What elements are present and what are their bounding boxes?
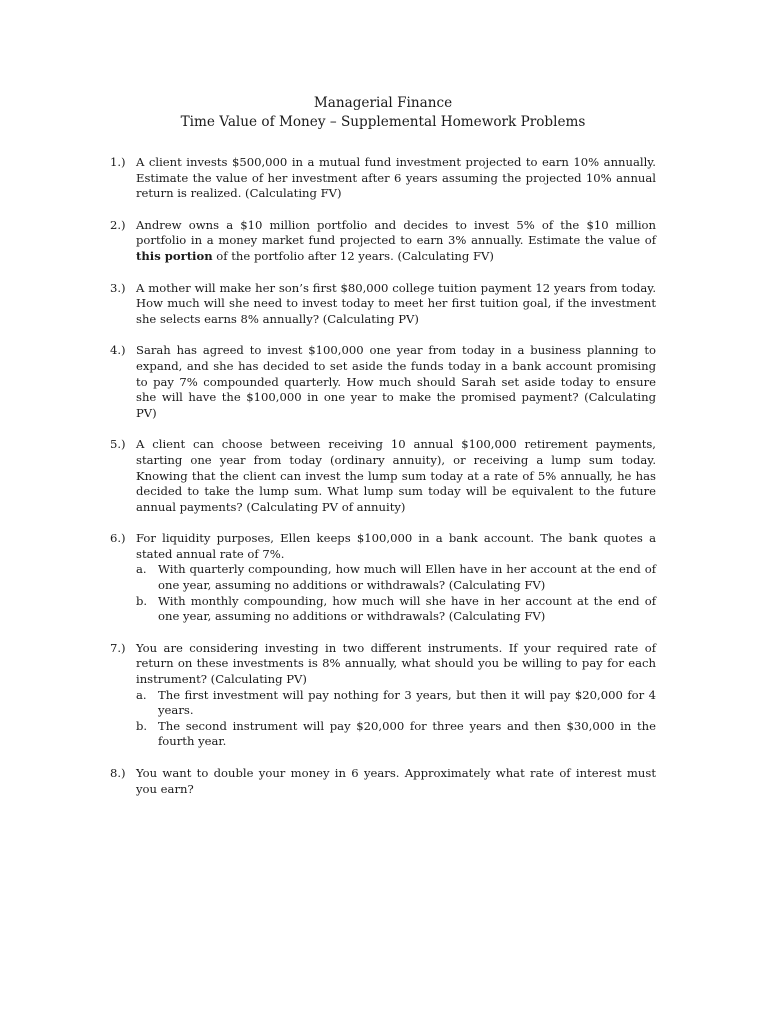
sub-question-letter: a. <box>136 562 147 577</box>
sub-question-list <box>136 688 656 750</box>
sub-question-text: With monthly compounding, how much will she have in her account at the end of one year, assuming no additions or withdrawals? (Calculating FV) <box>158 593 656 624</box>
sub-question-letter: b. <box>136 593 148 608</box>
problem-number: 6.) <box>110 531 126 546</box>
problem-number: 2.) <box>110 217 126 232</box>
problem-text: A client invests $500,000 in a mutual fund investment projected to earn 10% annually. Estimate the value of her investment after 6 years assuming the projected 10% annual return is realized. (Calculating FV) <box>136 155 656 201</box>
problem-text: You want to double your money in 6 years. Approximately what rate of interest must you earn? <box>136 766 656 796</box>
problem-text: A mother will make her son’s first $80,000 college tuition payment 12 years from today. How much will she need to invest today to meet her first tuition goal, if the investment she selects earns 8% annually? (Calculating PV) <box>136 280 656 326</box>
document-title: Time Value of Money – Supplemental Homework Problems <box>180 114 586 130</box>
problem-7 <box>110 641 656 750</box>
problem-6 <box>110 531 656 625</box>
emphasis-text: this portion <box>136 248 213 263</box>
problem-3 <box>110 281 656 328</box>
problem-text: You are considering investing in two different instruments. If your required rate of return on these investments is 8% annually, what should you be willing to pay for each instrument? (Calculating PV) <box>136 640 656 687</box>
sub-question-letter: b. <box>136 718 148 733</box>
problem-text-part: Andrew owns a $10 million portfolio and decides to invest 5% of the $10 million portfolio in a money market fund projected to earn 3% annually. Estimate the value of <box>136 217 656 248</box>
problem-number: 7.) <box>110 640 126 655</box>
course-title: Managerial Finance <box>313 95 453 111</box>
sub-question-b <box>136 719 656 750</box>
problem-number: 8.) <box>110 766 126 780</box>
sub-question-list <box>136 562 656 624</box>
sub-question-letter: a. <box>136 687 147 702</box>
sub-question-b <box>136 594 656 625</box>
problem-text <box>136 218 656 265</box>
sub-question-text: The first investment will pay nothing for 3 years, but then it will pay $20,000 for 4 years. <box>158 687 656 718</box>
problem-4 <box>110 343 656 421</box>
problem-2 <box>110 218 656 265</box>
problem-number: 5.) <box>110 437 126 452</box>
problem-number: 3.) <box>110 280 126 295</box>
problem-text: Sarah has agreed to invest $100,000 one year from today in a business planning to expand, and she has decided to set aside the funds today in a bank account promising to pay 7% compounded quarterly. How much should Sarah set aside today to ensure she will have the $100,000 in one year to make the promised payment? (Calculating PV) <box>136 343 656 420</box>
problem-number: 4.) <box>110 343 126 358</box>
sub-question-a <box>136 688 656 719</box>
problem-5 <box>110 437 656 515</box>
problem-text: For liquidity purposes, Ellen keeps $100,000 in a bank account. The bank quotes a stated annual rate of 7%. <box>136 531 656 561</box>
document-header <box>110 94 656 132</box>
problem-number: 1.) <box>110 155 126 169</box>
problem-text-part: of the portfolio after 12 years. (Calculating FV) <box>212 248 494 263</box>
problem-body <box>136 531 656 625</box>
sub-question-text: The second instrument will pay $20,000 for three years and then $30,000 in the fourth year. <box>158 718 656 749</box>
problem-8 <box>110 766 656 797</box>
problem-text: A client can choose between receiving 10 annual $100,000 retirement payments, starting one year from today (ordinary annuity), or receiving a lump sum today. Knowing that the client can invest the lump sum today at a rate of 5% annually, he has decided to take the lump sum. What lump sum today will be equivalent to the future annual payments? (Calculating PV of annuity) <box>136 437 656 514</box>
problem-list <box>110 155 656 797</box>
problem-1 <box>110 155 656 202</box>
sub-question-a <box>136 562 656 593</box>
sub-question-text: With quarterly compounding, how much will Ellen have in her account at the end of one year, assuming no additions or withdrawals? (Calculating FV) <box>158 562 656 593</box>
problem-body <box>136 641 656 750</box>
